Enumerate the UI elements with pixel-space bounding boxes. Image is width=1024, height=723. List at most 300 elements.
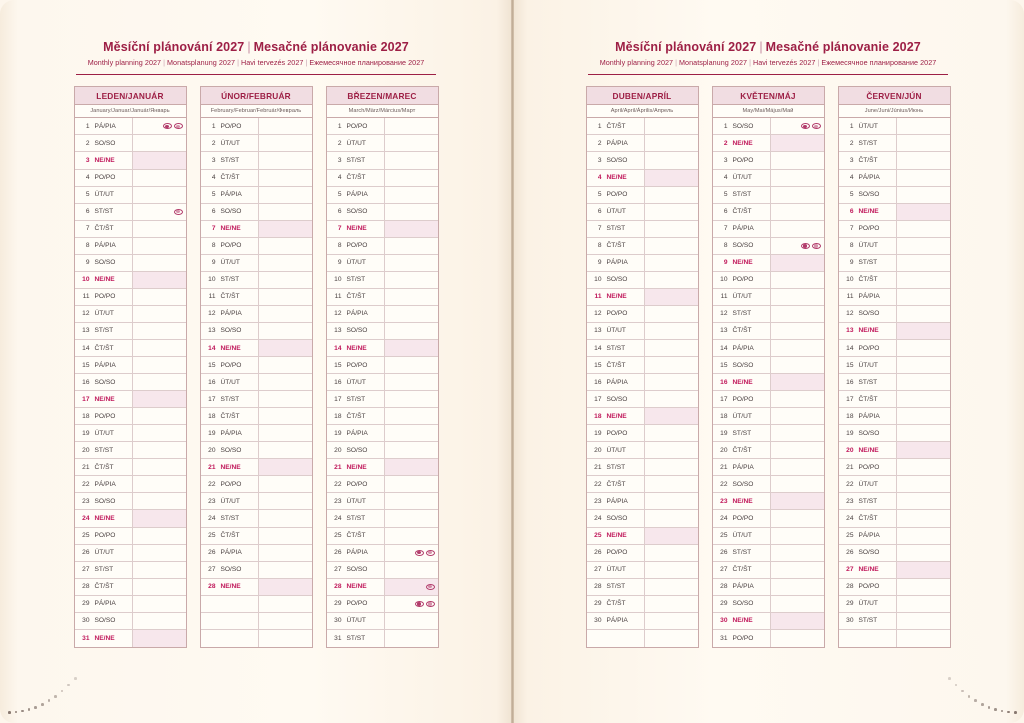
day-row[interactable] (839, 187, 950, 204)
day-row[interactable] (327, 442, 438, 459)
day-note-area[interactable] (385, 391, 438, 407)
day-note-area[interactable] (385, 596, 438, 612)
day-row[interactable] (75, 630, 186, 647)
day-note-area[interactable] (259, 289, 312, 305)
day-note-area[interactable] (385, 476, 438, 492)
day-row[interactable] (75, 425, 186, 442)
day-row[interactable] (201, 408, 312, 425)
day-note-area[interactable] (645, 579, 698, 595)
day-note-area[interactable] (771, 204, 824, 220)
day-row[interactable] (327, 613, 438, 630)
day-note-area[interactable] (385, 408, 438, 424)
day-note-area[interactable] (645, 493, 698, 509)
day-note-area[interactable] (897, 442, 950, 458)
day-row[interactable] (587, 221, 698, 238)
day-note-area[interactable] (385, 272, 438, 288)
day-note-area[interactable] (133, 255, 186, 271)
day-note-area[interactable] (385, 493, 438, 509)
day-note-area[interactable] (385, 170, 438, 186)
day-note-area[interactable] (133, 152, 186, 168)
day-row[interactable] (75, 562, 186, 579)
day-note-area[interactable] (897, 272, 950, 288)
day-note-area[interactable] (897, 238, 950, 254)
day-note-area[interactable] (897, 170, 950, 186)
day-row[interactable] (75, 408, 186, 425)
day-note-area[interactable] (645, 545, 698, 561)
day-note-area[interactable] (897, 221, 950, 237)
day-row[interactable] (587, 459, 698, 476)
day-note-area[interactable] (897, 459, 950, 475)
day-note-area[interactable] (771, 374, 824, 390)
day-row[interactable] (713, 357, 824, 374)
day-row[interactable] (201, 272, 312, 289)
day-row[interactable] (839, 459, 950, 476)
day-note-area[interactable] (385, 340, 438, 356)
day-row[interactable] (839, 374, 950, 391)
day-row[interactable] (327, 289, 438, 306)
day-note-area[interactable] (645, 528, 698, 544)
day-row[interactable] (75, 493, 186, 510)
day-row[interactable] (713, 579, 824, 596)
day-row[interactable] (839, 255, 950, 272)
day-row[interactable] (587, 357, 698, 374)
day-note-area[interactable] (771, 357, 824, 373)
day-note-area[interactable] (897, 204, 950, 220)
day-note-area[interactable] (771, 596, 824, 612)
day-note-area[interactable] (771, 391, 824, 407)
day-row[interactable] (839, 562, 950, 579)
day-row[interactable] (587, 391, 698, 408)
day-note-area[interactable] (385, 118, 438, 134)
day-note-area[interactable] (385, 204, 438, 220)
day-note-area[interactable] (897, 135, 950, 151)
day-row[interactable] (201, 493, 312, 510)
day-note-area[interactable] (259, 357, 312, 373)
day-note-area[interactable] (259, 630, 312, 647)
day-note-area[interactable] (133, 118, 186, 134)
day-row[interactable] (587, 493, 698, 510)
day-note-area[interactable] (385, 579, 438, 595)
day-note-area[interactable] (771, 459, 824, 475)
day-row[interactable] (327, 204, 438, 221)
day-row[interactable] (839, 476, 950, 493)
day-row[interactable] (75, 613, 186, 630)
day-note-area[interactable] (385, 323, 438, 339)
day-note-area[interactable] (645, 613, 698, 629)
day-note-area[interactable] (897, 289, 950, 305)
day-note-area[interactable] (133, 528, 186, 544)
day-note-area[interactable] (645, 306, 698, 322)
day-row[interactable] (201, 289, 312, 306)
day-row[interactable] (713, 221, 824, 238)
day-row[interactable] (75, 579, 186, 596)
day-note-area[interactable] (897, 408, 950, 424)
day-note-area[interactable] (385, 510, 438, 526)
day-row[interactable] (587, 596, 698, 613)
day-note-area[interactable] (259, 476, 312, 492)
day-note-area[interactable] (133, 613, 186, 629)
day-row[interactable] (713, 272, 824, 289)
day-note-area[interactable] (133, 545, 186, 561)
day-note-area[interactable] (897, 579, 950, 595)
day-note-area[interactable] (259, 493, 312, 509)
day-note-area[interactable] (771, 323, 824, 339)
day-row[interactable] (327, 187, 438, 204)
day-note-area[interactable] (897, 562, 950, 578)
day-row[interactable] (75, 340, 186, 357)
day-note-area[interactable] (133, 187, 186, 203)
day-note-area[interactable] (771, 425, 824, 441)
day-row[interactable] (839, 408, 950, 425)
day-note-area[interactable] (897, 613, 950, 629)
day-row[interactable] (75, 152, 186, 169)
day-note-area[interactable] (771, 545, 824, 561)
day-note-area[interactable] (897, 255, 950, 271)
day-row[interactable] (839, 340, 950, 357)
day-row[interactable] (587, 255, 698, 272)
day-note-area[interactable] (259, 187, 312, 203)
day-note-area[interactable] (133, 340, 186, 356)
day-note-area[interactable] (771, 493, 824, 509)
day-row[interactable] (713, 187, 824, 204)
day-row[interactable] (75, 528, 186, 545)
day-row[interactable] (587, 323, 698, 340)
day-note-area[interactable] (259, 374, 312, 390)
day-note-area[interactable] (385, 459, 438, 475)
day-note-area[interactable] (645, 221, 698, 237)
day-note-area[interactable] (897, 545, 950, 561)
day-row[interactable] (839, 357, 950, 374)
day-note-area[interactable] (259, 340, 312, 356)
day-note-area[interactable] (897, 340, 950, 356)
day-row[interactable] (839, 613, 950, 630)
day-row[interactable] (713, 340, 824, 357)
day-note-area[interactable] (645, 374, 698, 390)
day-note-area[interactable] (385, 238, 438, 254)
day-row[interactable] (201, 562, 312, 579)
day-note-area[interactable] (645, 596, 698, 612)
day-row[interactable] (201, 459, 312, 476)
day-row[interactable] (327, 255, 438, 272)
day-row[interactable] (327, 528, 438, 545)
day-row[interactable] (839, 425, 950, 442)
day-note-area[interactable] (133, 408, 186, 424)
day-row[interactable] (587, 306, 698, 323)
day-row[interactable] (75, 118, 186, 135)
day-row[interactable] (839, 323, 950, 340)
day-note-area[interactable] (897, 476, 950, 492)
day-note-area[interactable] (771, 442, 824, 458)
day-row[interactable] (327, 545, 438, 562)
day-row[interactable] (201, 170, 312, 187)
day-row[interactable] (201, 357, 312, 374)
day-row[interactable] (75, 135, 186, 152)
day-row[interactable] (839, 596, 950, 613)
day-note-area[interactable] (385, 306, 438, 322)
day-row[interactable] (327, 562, 438, 579)
day-note-area[interactable] (259, 118, 312, 134)
day-row[interactable] (713, 391, 824, 408)
day-note-area[interactable] (897, 391, 950, 407)
day-row[interactable] (587, 476, 698, 493)
day-row[interactable] (75, 596, 186, 613)
day-row[interactable] (75, 374, 186, 391)
day-row[interactable] (201, 255, 312, 272)
day-row[interactable] (713, 528, 824, 545)
day-row[interactable] (839, 135, 950, 152)
day-note-area[interactable] (385, 528, 438, 544)
day-note-area[interactable] (133, 493, 186, 509)
day-note-area[interactable] (259, 528, 312, 544)
day-note-area[interactable] (645, 357, 698, 373)
day-row[interactable] (587, 579, 698, 596)
day-row[interactable] (201, 510, 312, 527)
day-row[interactable] (201, 118, 312, 135)
day-row[interactable] (75, 170, 186, 187)
day-note-area[interactable] (645, 459, 698, 475)
day-row[interactable] (713, 613, 824, 630)
day-row[interactable] (839, 272, 950, 289)
day-row[interactable] (713, 408, 824, 425)
day-note-area[interactable] (385, 562, 438, 578)
day-row[interactable] (201, 545, 312, 562)
day-row[interactable] (75, 357, 186, 374)
day-row[interactable] (75, 545, 186, 562)
day-note-area[interactable] (897, 528, 950, 544)
day-row[interactable] (587, 187, 698, 204)
day-row[interactable] (201, 596, 312, 613)
day-row[interactable] (587, 170, 698, 187)
day-row[interactable] (201, 630, 312, 647)
day-note-area[interactable] (133, 459, 186, 475)
day-note-area[interactable] (771, 255, 824, 271)
day-row[interactable] (713, 323, 824, 340)
day-note-area[interactable] (259, 562, 312, 578)
day-row[interactable] (327, 357, 438, 374)
day-note-area[interactable] (771, 306, 824, 322)
day-row[interactable] (201, 340, 312, 357)
day-note-area[interactable] (645, 135, 698, 151)
day-note-area[interactable] (771, 510, 824, 526)
day-note-area[interactable] (385, 374, 438, 390)
day-row[interactable] (587, 442, 698, 459)
day-row[interactable] (587, 152, 698, 169)
day-row[interactable] (201, 391, 312, 408)
day-note-area[interactable] (133, 596, 186, 612)
day-row[interactable] (587, 272, 698, 289)
day-note-area[interactable] (259, 613, 312, 629)
day-row[interactable] (327, 630, 438, 647)
day-note-area[interactable] (259, 221, 312, 237)
day-note-area[interactable] (897, 152, 950, 168)
day-note-area[interactable] (259, 255, 312, 271)
day-note-area[interactable] (259, 408, 312, 424)
day-note-area[interactable] (385, 152, 438, 168)
day-note-area[interactable] (259, 152, 312, 168)
day-row[interactable] (201, 374, 312, 391)
day-note-area[interactable] (897, 118, 950, 134)
day-note-area[interactable] (385, 357, 438, 373)
day-row[interactable] (713, 118, 824, 135)
day-note-area[interactable] (897, 425, 950, 441)
day-note-area[interactable] (897, 306, 950, 322)
day-row[interactable] (839, 152, 950, 169)
day-row[interactable] (713, 170, 824, 187)
day-note-area[interactable] (645, 187, 698, 203)
day-note-area[interactable] (385, 255, 438, 271)
day-row[interactable] (75, 221, 186, 238)
day-row[interactable] (713, 135, 824, 152)
day-note-area[interactable] (133, 289, 186, 305)
day-row[interactable] (713, 459, 824, 476)
day-note-area[interactable] (645, 170, 698, 186)
day-row[interactable] (201, 613, 312, 630)
day-note-area[interactable] (771, 579, 824, 595)
day-row[interactable] (201, 204, 312, 221)
day-note-area[interactable] (897, 357, 950, 373)
day-note-area[interactable] (771, 238, 824, 254)
day-row[interactable] (327, 374, 438, 391)
day-note-area[interactable] (771, 528, 824, 544)
day-note-area[interactable] (133, 135, 186, 151)
day-row[interactable] (713, 152, 824, 169)
day-row[interactable] (75, 255, 186, 272)
day-note-area[interactable] (385, 289, 438, 305)
day-row[interactable] (75, 510, 186, 527)
day-note-area[interactable] (133, 510, 186, 526)
day-note-area[interactable] (771, 170, 824, 186)
day-row[interactable] (839, 118, 950, 135)
day-row[interactable] (201, 152, 312, 169)
day-row[interactable] (201, 323, 312, 340)
day-note-area[interactable] (771, 221, 824, 237)
day-note-area[interactable] (645, 118, 698, 134)
day-note-area[interactable] (771, 289, 824, 305)
day-row[interactable] (327, 272, 438, 289)
day-row[interactable] (75, 272, 186, 289)
day-row[interactable] (327, 425, 438, 442)
day-note-area[interactable] (385, 442, 438, 458)
day-note-area[interactable] (897, 493, 950, 509)
day-row[interactable] (839, 221, 950, 238)
day-row[interactable] (587, 204, 698, 221)
day-row[interactable] (839, 528, 950, 545)
day-row[interactable] (587, 528, 698, 545)
day-row[interactable] (587, 118, 698, 135)
day-note-area[interactable] (645, 255, 698, 271)
day-note-area[interactable] (771, 408, 824, 424)
day-note-area[interactable] (133, 204, 186, 220)
day-note-area[interactable] (259, 238, 312, 254)
day-row[interactable] (75, 238, 186, 255)
day-note-area[interactable] (897, 187, 950, 203)
day-note-area[interactable] (259, 459, 312, 475)
day-note-area[interactable] (133, 323, 186, 339)
day-row[interactable] (587, 135, 698, 152)
day-row[interactable] (587, 613, 698, 630)
day-row[interactable] (75, 391, 186, 408)
day-row[interactable] (201, 238, 312, 255)
day-row[interactable] (587, 425, 698, 442)
day-row[interactable] (839, 238, 950, 255)
day-note-area[interactable] (897, 374, 950, 390)
day-row[interactable] (327, 135, 438, 152)
day-note-area[interactable] (385, 630, 438, 647)
day-row[interactable] (75, 204, 186, 221)
day-row[interactable] (713, 238, 824, 255)
day-note-area[interactable] (771, 118, 824, 134)
day-row[interactable] (713, 476, 824, 493)
day-row[interactable] (327, 493, 438, 510)
day-row[interactable] (713, 255, 824, 272)
day-note-area[interactable] (385, 425, 438, 441)
day-note-area[interactable] (133, 374, 186, 390)
day-row[interactable] (327, 323, 438, 340)
day-note-area[interactable] (645, 204, 698, 220)
day-row[interactable] (327, 170, 438, 187)
day-note-area[interactable] (133, 476, 186, 492)
day-row[interactable] (327, 459, 438, 476)
day-row[interactable] (75, 289, 186, 306)
day-note-area[interactable] (645, 152, 698, 168)
day-row[interactable] (75, 306, 186, 323)
day-note-area[interactable] (771, 476, 824, 492)
day-note-area[interactable] (771, 630, 824, 647)
day-row[interactable] (327, 408, 438, 425)
day-row[interactable] (839, 170, 950, 187)
day-row[interactable] (327, 391, 438, 408)
day-note-area[interactable] (771, 272, 824, 288)
day-note-area[interactable] (133, 272, 186, 288)
day-row[interactable] (587, 510, 698, 527)
day-note-area[interactable] (133, 170, 186, 186)
day-note-area[interactable] (645, 562, 698, 578)
day-row[interactable] (587, 630, 698, 647)
day-row[interactable] (839, 391, 950, 408)
day-note-area[interactable] (133, 238, 186, 254)
day-note-area[interactable] (259, 391, 312, 407)
day-row[interactable] (713, 204, 824, 221)
day-row[interactable] (839, 545, 950, 562)
day-row[interactable] (839, 510, 950, 527)
day-row[interactable] (327, 306, 438, 323)
day-note-area[interactable] (259, 135, 312, 151)
day-row[interactable] (75, 459, 186, 476)
day-note-area[interactable] (771, 562, 824, 578)
day-row[interactable] (713, 374, 824, 391)
day-note-area[interactable] (133, 391, 186, 407)
day-row[interactable] (327, 238, 438, 255)
day-note-area[interactable] (385, 135, 438, 151)
day-row[interactable] (327, 152, 438, 169)
day-row[interactable] (201, 135, 312, 152)
day-note-area[interactable] (771, 152, 824, 168)
day-row[interactable] (713, 493, 824, 510)
day-note-area[interactable] (645, 510, 698, 526)
day-row[interactable] (327, 118, 438, 135)
day-row[interactable] (587, 562, 698, 579)
day-note-area[interactable] (133, 630, 186, 647)
day-note-area[interactable] (259, 442, 312, 458)
day-row[interactable] (839, 442, 950, 459)
day-note-area[interactable] (897, 323, 950, 339)
day-row[interactable] (839, 579, 950, 596)
day-row[interactable] (327, 579, 438, 596)
day-row[interactable] (327, 476, 438, 493)
day-row[interactable] (713, 630, 824, 647)
day-note-area[interactable] (133, 579, 186, 595)
day-note-area[interactable] (645, 630, 698, 647)
